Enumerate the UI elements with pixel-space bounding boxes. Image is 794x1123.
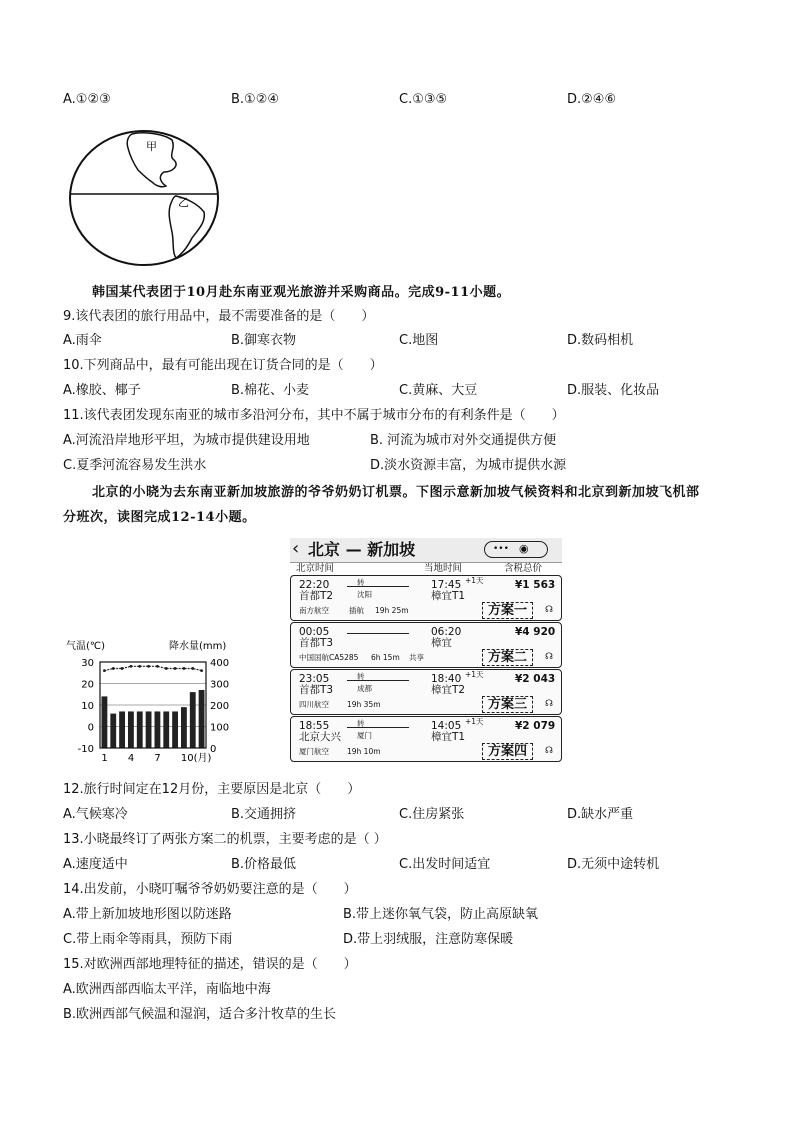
q14-option-a: A.带上新加坡地形图以防迷路 (63, 907, 232, 922)
duration: 19h 25m (375, 606, 409, 615)
more-icon[interactable]: ••• (493, 544, 509, 554)
q14-option-b: B.带上迷你氧气袋，防止高原缺氧 (343, 907, 539, 922)
price: ¥2 079 (515, 720, 556, 732)
precip-bar (119, 711, 125, 748)
q8-option-d: D.②④⑥ (567, 92, 617, 107)
seat-icon: ☊ (545, 605, 553, 615)
x-tick-label: 7 (154, 753, 161, 764)
left-tick-label: 0 (87, 722, 94, 734)
dep-time: 00:05 (299, 626, 330, 638)
right-tick-label: 100 (210, 722, 230, 734)
price: ¥2 043 (515, 673, 556, 685)
right-tick-label: 400 (210, 658, 230, 669)
q9-option-d: D.数码相机 (567, 333, 634, 348)
arr-time: 17:45 (431, 579, 462, 591)
precip-bar (199, 690, 205, 748)
plan-label: 方案二 (482, 649, 533, 666)
globe-figure (64, 126, 224, 271)
arr-airport: 樟宜T2 (431, 684, 466, 696)
capsule-menu[interactable] (484, 541, 548, 558)
globe-label-jia: 甲 (146, 140, 157, 153)
precip-bar (163, 711, 169, 748)
q8-option-c: C.①③⑤ (399, 92, 448, 107)
dep-time: 18:55 (299, 720, 330, 732)
left-tick-label: 10 (81, 701, 94, 712)
q13-option-d: D.无须中途转机 (567, 857, 660, 872)
arrow-line (347, 586, 409, 587)
plan-label: 方案四 (482, 743, 533, 760)
via-mark: 转 (357, 578, 365, 587)
q12-stem: 12.旅行时间定在12月份，主要原因是北京（ ） (63, 782, 361, 797)
q10-option-c: C.黄麻、大豆 (399, 383, 478, 398)
arr-time: 18:40 (431, 673, 462, 685)
q12-option-a: A.气候寒冷 (63, 807, 128, 822)
climate-right-title: 降水量(mm) (169, 641, 227, 652)
q10-option-b: B.棉花、小麦 (231, 383, 310, 398)
arr-time: 14:05 (431, 720, 462, 732)
q12-option-b: B.交通拥挤 (231, 807, 297, 822)
arr-airport: 樟宜T1 (431, 590, 466, 602)
plan-label: 方案一 (482, 602, 533, 619)
q15-option-b: B.欧洲西部气候温和湿润，适合多汁牧草的生长 (63, 1007, 337, 1022)
flight-card[interactable] (290, 716, 562, 762)
x-tick-label: 10(月) (180, 753, 212, 764)
q9-option-a: A.雨伞 (63, 333, 102, 348)
flight-card[interactable] (290, 669, 562, 715)
via-city: 沈阳 (357, 590, 372, 599)
q14-option-c: C.带上雨伞等雨具，预防下雨 (63, 932, 233, 947)
route-title: 北京 — 新加坡 (308, 540, 416, 559)
q13-option-a: A.速度适中 (63, 857, 128, 872)
plan-label: 方案三 (482, 696, 533, 713)
arrow-line (347, 680, 409, 681)
dep-time: 22:20 (299, 579, 330, 591)
airline: 南方航空 (299, 606, 329, 615)
q11-option-b: B. 河流为城市对外交通提供方便 (370, 433, 557, 448)
duration: 6h 15m (371, 653, 400, 662)
col-local-time: 当地时间 (424, 563, 463, 574)
col-total-price: 含税总价 (504, 563, 543, 574)
q13-option-b: B.价格最低 (231, 857, 297, 872)
q9-option-b: B.御寒衣物 (231, 333, 297, 348)
left-tick-label: 30 (81, 658, 94, 669)
precip-bar (110, 714, 116, 748)
plus-day: +1天 (465, 576, 484, 585)
q12-option-c: C.住房紧张 (399, 807, 465, 822)
climate-chart (64, 638, 274, 768)
arrow-line (347, 633, 409, 634)
q10-stem: 10.下列商品中，最有可能出现在订货合同的是（ ） (63, 358, 383, 373)
q11-option-c: C.夏季河流容易发生洪水 (63, 458, 207, 473)
q9-option-c: C.地图 (399, 333, 439, 348)
seat-icon: ☊ (545, 746, 553, 756)
intro-9-11: 韩国某代表团于10月赴东南亚观光旅游并采购商品。完成9-11小题。 (92, 285, 511, 300)
duration: 19h 10m (347, 747, 381, 756)
plus-day: +1天 (465, 670, 484, 679)
duration: 19h 35m (347, 700, 381, 709)
airline: 四川航空 (299, 700, 329, 709)
dep-airport: 北京大兴 (299, 731, 341, 743)
q14-option-d: D.带上羽绒服，注意防寒保暖 (343, 932, 514, 947)
via-city: 厦门 (357, 731, 372, 740)
left-tick-label: 20 (81, 679, 94, 691)
x-tick-label: 1 (101, 753, 108, 764)
q11-option-d: D.淡水资源丰富，为城市提供水源 (370, 458, 567, 473)
extra: 共享 (409, 653, 424, 662)
airline: 中国国航CA5285 (299, 653, 359, 662)
intro-12-14-line1: 北京的小晓为去东南亚新加坡旅游的爷爷奶奶订机票。下图示意新加坡气候资料和北京到新加坡飞机部 (92, 485, 700, 500)
x-tick-label: 4 (127, 753, 135, 764)
seat-icon: ☊ (545, 652, 553, 662)
precip-bar (190, 692, 196, 748)
arrow-line (347, 727, 409, 728)
intro-12-14-line2: 分班次，读图完成12-14小题。 (63, 510, 256, 525)
q12-option-d: D.缺水严重 (567, 807, 634, 822)
precip-bar (146, 711, 152, 748)
q15-stem: 15.对欧洲西部地理特征的描述，错误的是（ ） (63, 957, 357, 972)
right-tick-label: 200 (210, 701, 230, 712)
q11-stem: 11.该代表团发现东南亚的城市多沿河分布，其中不属于城市分布的有利条件是（ ） (63, 408, 565, 423)
q8-option-a: A.①②③ (63, 92, 111, 107)
precip-bar (102, 696, 108, 748)
q11-option-a: A.河流沿岸地形平坦，为城市提供建设用地 (63, 433, 310, 448)
dep-airport: 首都T2 (299, 590, 334, 602)
column-headers (290, 562, 562, 576)
flight-card[interactable] (290, 622, 562, 668)
arr-time: 06:20 (431, 626, 462, 638)
dep-airport: 首都T3 (299, 637, 334, 649)
q14-stem: 14.出发前，小晓叮嘱爷爷奶奶要注意的是（ ） (63, 882, 357, 897)
q9-stem: 9.该代表团的旅行用品中，最不需要准备的是（ ） (63, 309, 375, 324)
q13-option-c: C.出发时间适宜 (399, 857, 491, 872)
dep-time: 23:05 (299, 673, 330, 685)
q10-option-d: D.服装、化妆品 (567, 383, 660, 398)
precip-bar (172, 711, 178, 748)
via-mark: 转 (357, 672, 365, 681)
precip-bar (137, 711, 143, 748)
arr-airport: 樟宜 (431, 637, 452, 649)
precip-bar (181, 707, 187, 748)
q10-option-a: A.橡胶、椰子 (63, 383, 141, 398)
seat-icon: ☊ (545, 699, 553, 709)
extra: 插航 (349, 606, 364, 615)
arr-airport: 樟宜T1 (431, 731, 466, 743)
flight-header (290, 538, 562, 563)
q13-stem: 13.小晓最终订了两张方案二的机票，主要考虑的是（ ） (63, 832, 387, 847)
plus-day: +1天 (465, 717, 484, 726)
dep-airport: 首都T3 (299, 684, 334, 696)
q8-option-b: B.①②④ (231, 92, 280, 107)
via-city: 成都 (357, 684, 372, 693)
col-beijing-time: 北京时间 (296, 563, 335, 574)
via-mark: 转 (357, 719, 365, 728)
globe-label-yi: 乙 (178, 196, 189, 209)
right-tick-label: 300 (210, 679, 230, 691)
q15-option-a: A.欧洲西部西临太平洋，南临地中海 (63, 982, 271, 997)
airline: 厦门航空 (299, 747, 329, 756)
left-tick-label: -10 (77, 744, 94, 755)
price: ¥4 920 (515, 626, 556, 638)
precip-bar (128, 711, 134, 748)
back-arrow-icon[interactable]: ‹ (292, 538, 300, 559)
temp-line (104, 666, 201, 670)
close-circle-icon[interactable]: ◉ (519, 542, 529, 555)
flight-card[interactable] (290, 575, 562, 621)
price: ¥1 563 (515, 579, 556, 591)
right-tick-label: 0 (210, 744, 217, 755)
climate-left-title: 气温(℃) (66, 641, 106, 652)
precip-bar (155, 711, 161, 748)
